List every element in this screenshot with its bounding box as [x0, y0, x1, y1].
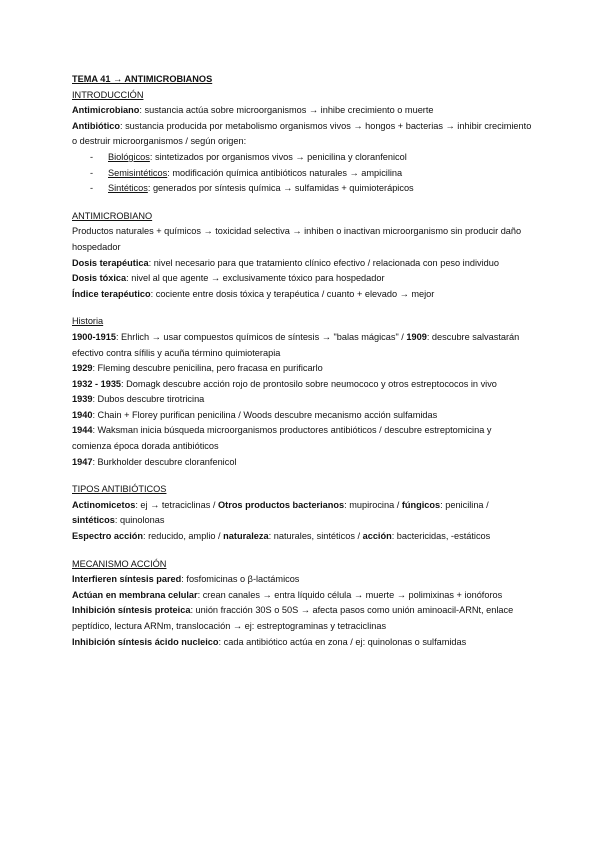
term-proteica: Inhibición síntesis proteica [72, 605, 191, 616]
paragraph-pared [72, 572, 532, 588]
definition-dosis-terapeutica: : nivel necesario para que tratamiento clínico efectivo / relacionada con peso individuo [148, 257, 499, 268]
bullet-dash: - [90, 183, 94, 194]
history-entry [72, 408, 532, 424]
section-heading-historia: Historia [72, 316, 104, 327]
definition-semisinteticos: : modificación química antibióticos naturales → ampicilina [167, 167, 403, 178]
definition-biologicos: : sintetizados por organismos vivos → penicilina y cloranfenicol [149, 151, 407, 162]
paragraph-acido-nucleico [72, 635, 532, 651]
paragraph-indice-terapeutico [72, 287, 532, 303]
text-fragment: : penicilina / [440, 499, 489, 510]
section-heading-mecanismo: MECANISMO ACCIÓN [72, 558, 167, 569]
history-text: : Dubos descubre tirotricina [92, 394, 205, 405]
history-entry [72, 330, 532, 361]
text-fragment: : reducido, amplio / [142, 531, 224, 542]
definition-dosis-toxica: : nivel al que agente → exclusivamente tóxico para hospedador [126, 273, 385, 284]
history-date: 1944 [72, 425, 93, 436]
text-fragment: : quinolonas [114, 515, 165, 526]
list-item [72, 150, 532, 166]
paragraph-origen-tipos [72, 498, 532, 529]
list-item [72, 181, 532, 197]
term-otros-productos: Otros productos bacterianos [218, 499, 345, 510]
text-fragment: : ej → tetraciclinas / [135, 499, 219, 510]
section-gap [72, 197, 532, 209]
history-entry [72, 392, 532, 408]
history-text: : Ehrlich → usar compuestos químicos de síntesis → "balas mágicas" / [115, 331, 407, 342]
history-text: : Waksman inicia búsqueda microorganismos productores antibióticos / descubre estreptomicina y comienza época dorada antibióticos [72, 425, 492, 452]
paragraph-espectro [72, 529, 532, 545]
definition-indice-terapeutico: : cociente entre dosis tóxica y terapéutica / cuanto + elevado → mejor [150, 288, 435, 299]
origin-list [72, 150, 532, 197]
term-acido-nucleico: Inhibición síntesis ácido nucleico [72, 636, 219, 647]
history-entry [72, 455, 532, 471]
paragraph-proteica [72, 603, 532, 634]
term-sinteticos-tipo: sintéticos [72, 515, 115, 526]
term-fungicos: fúngicos [401, 499, 441, 510]
paragraph-antibiotico [72, 119, 532, 150]
term-biologicos: Biológicos [108, 151, 150, 162]
definition-acido-nucleico: : cada antibiótico actúa en zona / ej: quinolonas o sulfamidas [218, 636, 467, 647]
term-semisinteticos: Semisintéticos [108, 167, 168, 178]
history-date: 1929 [72, 363, 93, 374]
history-entry [72, 423, 532, 454]
list-item [72, 166, 532, 182]
history-text: : descubre salvastarán efectivo contra sífilis y acuña término quimioterapia [72, 331, 520, 358]
history-date: 1940 [72, 409, 93, 420]
term-espectro: Espectro acción [72, 531, 143, 542]
section-heading-tipos: TIPOS ANTIBIÓTICOS [72, 484, 167, 495]
history-date: 1947 [72, 456, 93, 467]
history-date: 1932 - 1935 [72, 378, 122, 389]
term-naturaleza: naturaleza [223, 531, 269, 542]
section-gap [72, 470, 532, 482]
definition-sinteticos: : generados por síntesis química → sulfamidas + quimioterápicos [147, 183, 414, 194]
history-entry [72, 361, 532, 377]
history-date: 1939 [72, 394, 93, 405]
definition-proteica: : unión fracción 30S o 50S → afecta pasos como unión aminoacil-ARNt, enlace peptídico, lectura ARNm, translocación → ej: estreptograminas y tetraciclinas [72, 605, 514, 631]
definition-antibiotico: : sustancia producida por metabolismo organismos vivos → hongos + bacterias → inhibir crecimiento o destruir microorganismos / según origen: [72, 120, 532, 147]
paragraph-dosis-terapeutica [72, 256, 532, 272]
section-gap [72, 545, 532, 557]
definition-membrana: : crean canales → entra líquido célula → muerte → polimixinas + ionóforos [197, 589, 503, 600]
paragraph-membrana [72, 588, 532, 604]
paragraph-dosis-toxica [72, 271, 532, 287]
term-membrana: Actúan en membrana celular [72, 589, 198, 600]
history-date: 1909 [406, 331, 427, 342]
document-title: TEMA 41 → ANTIMICROBIANOS [72, 74, 213, 84]
section-heading-antimicrobiano: ANTIMICROBIANO [72, 210, 153, 221]
term-sinteticos: Sintéticos [108, 183, 148, 194]
history-text: : Chain + Florey purifican penicilina / Woods descubre mecanismo acción sulfamidas [92, 409, 438, 420]
term-antimicrobiano: Antimicrobiano [72, 105, 140, 116]
term-sintesis-pared: Interfieren síntesis pared [72, 574, 182, 585]
bullet-dash: - [90, 151, 94, 162]
history-text: : Domagk descubre acción rojo de prontosilo sobre neumococo y otros estreptococos in vivo [121, 378, 497, 389]
term-actinomicetos: Actinomicetos [72, 499, 136, 510]
section-heading-introduccion: INTRODUCCIÓN [72, 89, 144, 100]
history-date: 1900-1915 [72, 331, 116, 342]
term-antibiotico: Antibiótico [72, 120, 120, 131]
term-dosis-toxica: Dosis tóxica [72, 273, 127, 284]
paragraph-productos: Productos naturales + químicos → toxicidad selectiva → inhiben o inactivan microorganismo sin producir daño hospedador [72, 226, 522, 252]
text-fragment: : bactericidas, -estáticos [391, 531, 491, 542]
term-indice-terapeutico: Índice terapéutico [72, 288, 151, 299]
text-fragment: : naturales, sintéticos / [268, 531, 363, 542]
section-gap [72, 302, 532, 314]
definition-antimicrobiano: : sustancia actúa sobre microorganismos → inhibe crecimiento o muerte [139, 105, 434, 116]
history-text: : Burkholder descubre cloranfenicol [92, 456, 237, 467]
term-dosis-terapeutica: Dosis terapéutica [72, 257, 149, 268]
history-text: : Fleming descubre penicilina, pero fracasa en purificarlo [92, 363, 323, 374]
text-fragment: : mupirocina / [344, 499, 402, 510]
definition-sintesis-pared: : fosfomicinas o β-lactámicos [181, 574, 300, 585]
term-accion: acción [362, 531, 392, 542]
history-entry [72, 377, 532, 393]
bullet-dash: - [90, 167, 94, 178]
paragraph-antimicrobiano [72, 103, 532, 119]
document-page [72, 72, 532, 650]
